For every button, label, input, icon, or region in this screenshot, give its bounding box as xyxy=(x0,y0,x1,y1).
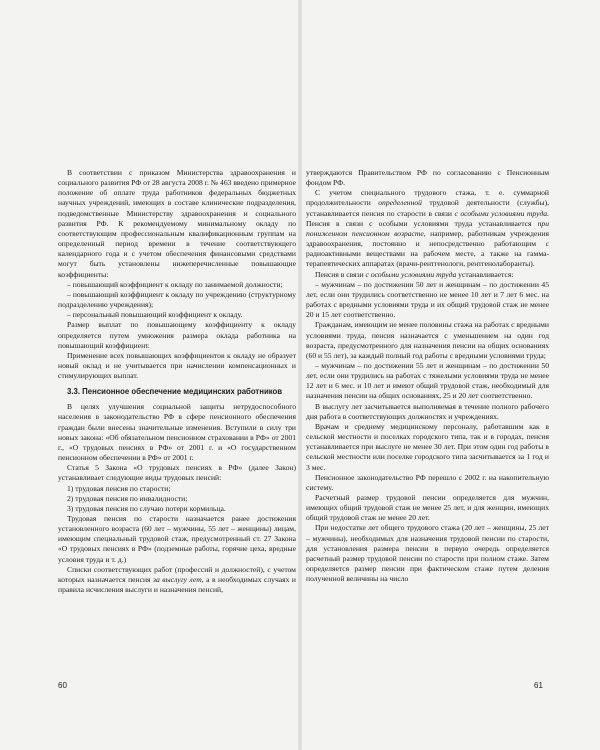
text-run: например, работникам учреждения здравоохранения, постоянно и непосредственно работающим с радиоактивными веществами на рабочем месте, а также на гамма-терапевтических аппаратах (врачи-рентгенологи, рентгенолаборанты). xyxy=(306,228,549,269)
section-heading: 3.3. Пенсионное обеспечение медицинских работников xyxy=(67,387,283,397)
paragraph xyxy=(306,188,549,269)
list-item: 1) трудовая пенсия по старости; xyxy=(67,483,171,493)
paragraph: В целях улучшения социальной защиты нетрудоспособного населения в законодательство РФ в сфере пенсионного обеспечения граждан были внесены значительные изменения. Вступили в силу три новых закона: «Об обязательном пенсионном страховании в РФ» от 2001 г., «О трудовых пенсиях в РФ» от 2001 г. и «О государственном пенсионном обеспечении в РФ» от 2001 г. xyxy=(58,402,296,463)
paragraph: При недостатке лет общего трудового стажа (20 лет – женщины, 25 лет – мужчины), необходимых для назначения трудовой пенсии по старости, для установления размера пенсии в первую очередь определяется расчетный размер трудовой пенсии по старости при полном стаже. Затем определяется размер пенсии при фактическом стаже путем деления полученной величины на число xyxy=(306,523,549,584)
list-item: – повышающий коэффициент к окладу по учреждению (структурному подразделению учреждения); xyxy=(58,289,296,310)
paragraph xyxy=(306,270,549,280)
text-run: Списки соответствующих работ (профессий и должностей), с учетом которых назначается пенсия xyxy=(58,564,296,584)
paragraph: Применение всех повышающих коэффициентов к окладу не образует новый оклад и не учитывается при начислении компенсационных и стимулирующих выплат. xyxy=(58,350,296,381)
list-item: – мужчинам – по достижении 55 лет и женщинам – по достижении 50 лет, если они трудились на работах с тяжелыми условиями труда не менее 12 лет и 6 мес. и 10 лет и имеют общий трудовой стаж, необходимый для назначения пенсии на общих основаниях, 25 и 20 лет соответственно. xyxy=(306,360,549,401)
list-item: 2) трудовая пенсия по инвалидности; xyxy=(67,493,188,503)
paragraph: Врачам и среднему медицинскому персоналу, работавшим как в сельской местности и поселках городского типа, так и в городах, пенсия устанавливается при выслуге не менее 30 лет. При этом один год работы в сельской местности или поселке городского типа засчитывается за 1 год и 3 мес. xyxy=(306,421,549,472)
page-number-left: 60 xyxy=(58,681,67,690)
list-item: – повышающий коэффициент к окладу по занимаемой должности; xyxy=(67,279,283,289)
italic-text: с особыми условиями труда. xyxy=(454,208,549,218)
italic-text: за выслугу лет xyxy=(152,574,202,584)
text-run: устанавливается: xyxy=(456,269,514,279)
paragraph: Гражданам, имеющим не менее половины стажа на работах с вредными условиями труда, пенсия назначается с уменьшением на один год возраста, предусмотренного для назначения пенсии на общих основаниях (60 и 55 лет), за каждый полный год работы с вредными условиями труда; xyxy=(306,320,549,360)
paragraph: Расчетный размер трудовой пенсии определяется для мужчин, имеющих общий трудовой стаж не менее 25 лет, и для женщин, имеющих общий трудовой стаж не менее 20 лет. xyxy=(306,493,549,523)
text-run: С учетом специального трудового стажа, т. е. суммарной продолжительности xyxy=(306,188,549,208)
text-run: Пенсия в связи xyxy=(315,269,366,279)
text-run: Пенсия в связи с особыми условиями труда устанавливается xyxy=(306,218,538,228)
page-number-right: 61 xyxy=(534,681,543,690)
paragraph: В соответствии с приказом Министерства здравоохранения и социального развития РФ от 28 августа 2008 г. № 463 введено примерное положение об оплате труда работников федеральных бюджетных научных учреждений, имеющих в составе клинические подразделения, подведомственные Министерству здравоохранения и социального развития РФ. К рекомендуемому минимальному окладу по соответствующим профессиональным квалификационным группам на определенный период времени в течение соответствующего календарного года и с учетом обеспечения финансовыми средствами могут быть установлены нижеперечисленные повышающие коэффициенты: xyxy=(58,168,296,279)
paragraph: Размер выплат по повышающему коэффициенту к окладу определяется путем умножения размера оклада работника на повышающий коэффициент. xyxy=(58,320,296,350)
text-run: , а в необходимых случаях и правила исчисления выслуги и назначения пенсий, xyxy=(58,574,296,595)
paragraph: утверждаются Правительством РФ по согласованию с Пенсионным фондом РФ. xyxy=(306,168,549,188)
paragraph: В выслугу лет засчитывается выполняемая в течение полного рабочего дня работа в соответствующих должностях и учреждениях. xyxy=(306,401,549,421)
italic-text: при пониженном пенсионном возрасте, xyxy=(306,218,549,238)
right-page xyxy=(306,168,549,584)
italic-text: с особыми условиями труда xyxy=(365,269,457,279)
book-gutter xyxy=(298,0,302,750)
list-item: – персональный повышающий коэффициент к окладу. xyxy=(67,310,243,320)
paragraph: Пенсионное законодательство РФ перешло с 2002 г. на накопительную систему. xyxy=(306,472,549,492)
paragraph: Статья 5 Закона «О трудовых пенсиях в РФ» (далее Закон) устанавливает следующие виды трудовых пенсий: xyxy=(58,463,296,483)
list-item: – мужчинам – по достижении 50 лет и женщинам – по достижении 45 лет, если они трудились соответственно не менее 10 лет и 7 лет 6 мес. на работах с вредными условиями труда и их общий трудовой стаж не менее 20 и 15 лет соответственно. xyxy=(306,279,549,320)
list-item: 3) трудовая пенсия по случаю потери кормильца. xyxy=(67,503,226,513)
left-page xyxy=(58,168,296,595)
italic-text: определенной xyxy=(378,198,422,208)
paragraph xyxy=(58,565,296,595)
text-run: трудовой деятельности (службы), устанавливается пенсия по старости в связи xyxy=(306,198,549,218)
paragraph: Трудовая пенсия по старости назначается ранее достижения установленного возраста (60 лет – мужчины, 55 лет – женщины) лицам, имеющим специальный трудовой стаж, предусмотренный ст. 27 Закона «О трудовых пенсиях в РФ» (подземные работы, горячие цеха, вредные условия труда и т. д.) xyxy=(58,514,296,564)
